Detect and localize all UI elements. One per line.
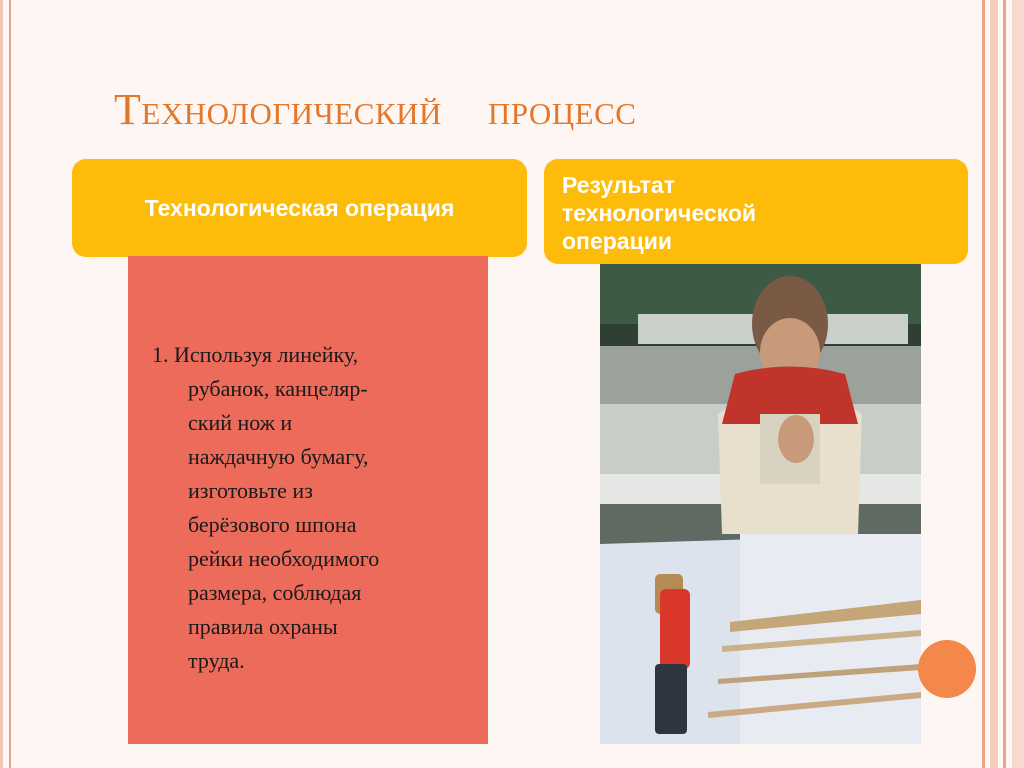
header-right-line-1: Результат [562,172,675,198]
border-stripe-left-inner [9,0,11,768]
header-left-label: Технологическая операция [144,194,455,221]
border-stripe-right-outer [1012,0,1024,768]
border-stripe-right-line [1003,0,1006,768]
slide-title: Технологический процесс [114,85,637,134]
header-operation-result [544,159,968,264]
operation-description [152,338,482,678]
result-photo [600,264,921,744]
border-stripe-left [0,0,3,768]
operation-step-first-line: 1. Используя линейку, [152,342,359,367]
header-right-line-2: технологической [562,200,757,226]
decorative-circle [918,640,976,698]
header-technological-operation [72,159,527,257]
border-stripe-right-inner [982,0,985,768]
photo-illustration [600,264,921,744]
header-right-line-3: операции [562,228,672,254]
border-stripe-right-band [990,0,998,768]
operation-step-continuation: рубанок, канцеляр- ский нож и наждачную бумагу, изготовьте из берёзового шпона рейки необходимого размера, соблюдая правила охраны труда. [188,376,380,673]
